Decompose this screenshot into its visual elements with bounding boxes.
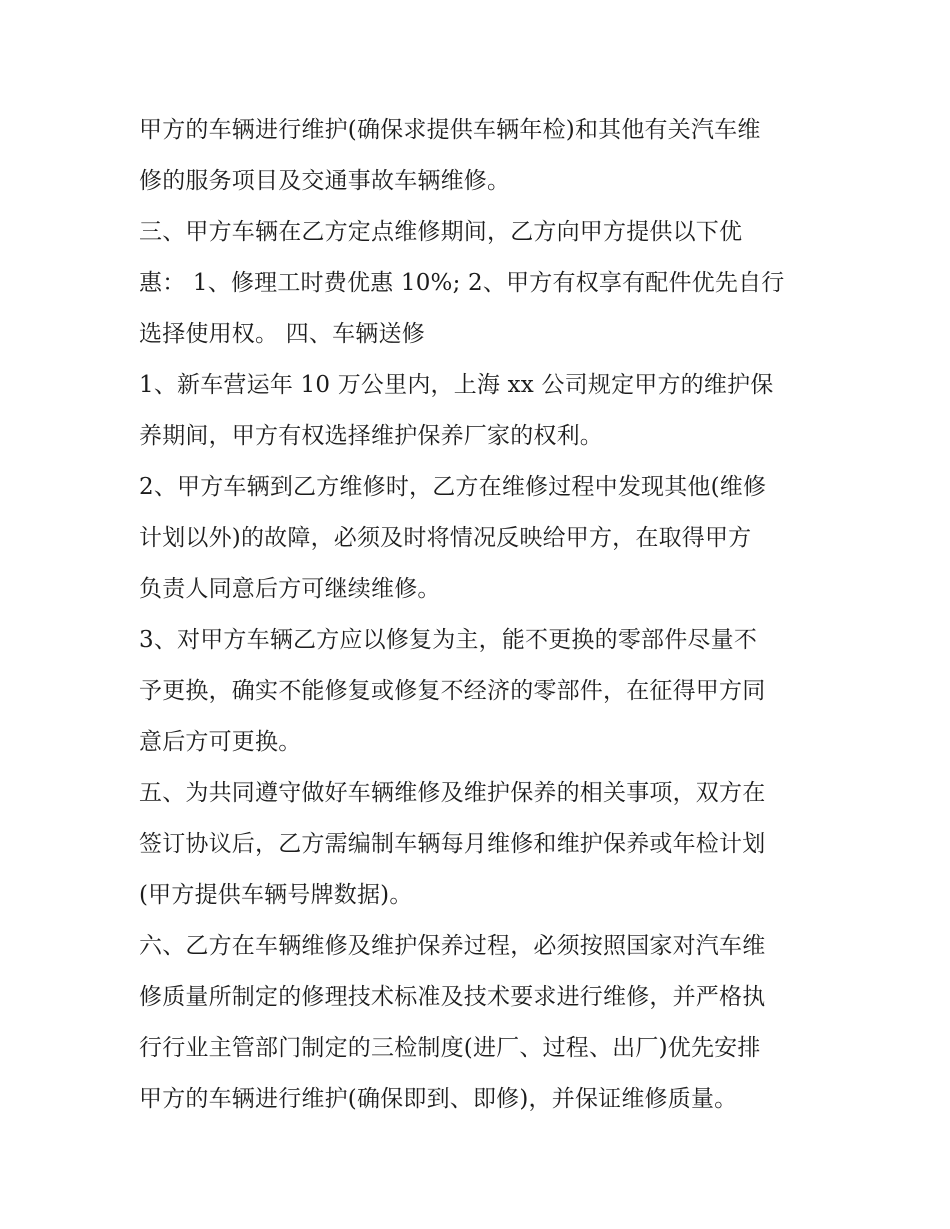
text-line: 六、乙方在车辆维修及维护保养过程，必须按照国家对汽车维 xyxy=(139,933,766,959)
text-line: 甲方的车辆进行维护(确保即到、即修)，并保证维修质量。 xyxy=(139,1086,738,1112)
contract-body-text xyxy=(139,105,819,1125)
text-line: 养期间，甲方有权选择维护保养厂家的权利。 xyxy=(139,423,603,449)
text-line: 修的服务项目及交通事故车辆维修。 xyxy=(139,168,511,194)
text-line: 予更换，确实不能修复或修复不经济的零部件，在征得甲方同 xyxy=(139,678,766,704)
text-line: 选择使用权。 四、车辆送修 xyxy=(139,321,425,347)
text-line: 1、新车营运年 10 万公里内，上海 xx 公司规定甲方的维护保 xyxy=(139,372,774,398)
text-line: 修质量所制定的修理技术标准及技术要求进行维修，并严格执 xyxy=(139,984,766,1010)
text-line: 五、为共同遵守做好车辆维修及维护保养的相关事项，双方在 xyxy=(139,780,766,806)
text-line: 3、对甲方车辆乙方应以修复为主，能不更换的零部件尽量不 xyxy=(139,627,758,653)
text-line: 三、甲方车辆在乙方定点维修期间，乙方向甲方提供以下优 xyxy=(139,219,743,245)
text-line: 计划以外)的故障，必须及时将情况反映给甲方，在取得甲方 xyxy=(139,525,752,551)
text-line: (甲方提供车辆号牌数据)。 xyxy=(139,882,413,908)
text-line: 签订协议后，乙方需编制车辆每月维修和维护保养或年检计划 xyxy=(139,831,766,857)
text-line: 甲方的车辆进行维护(确保求提供车辆年检)和其他有关汽车维 xyxy=(139,117,761,143)
text-line: 意后方可更换。 xyxy=(139,729,302,755)
text-line: 负责人同意后方可继续维修。 xyxy=(139,576,441,602)
text-line: 惠： 1、修理工时费优惠 10%; 2、甲方有权享有配件优先自行 xyxy=(139,270,785,296)
text-line: 2、甲方车辆到乙方维修时，乙方在维修过程中发现其他(维修 xyxy=(139,474,767,500)
text-line: 行行业主管部门制定的三检制度(进厂、过程、出厂)优先安排 xyxy=(139,1035,761,1061)
